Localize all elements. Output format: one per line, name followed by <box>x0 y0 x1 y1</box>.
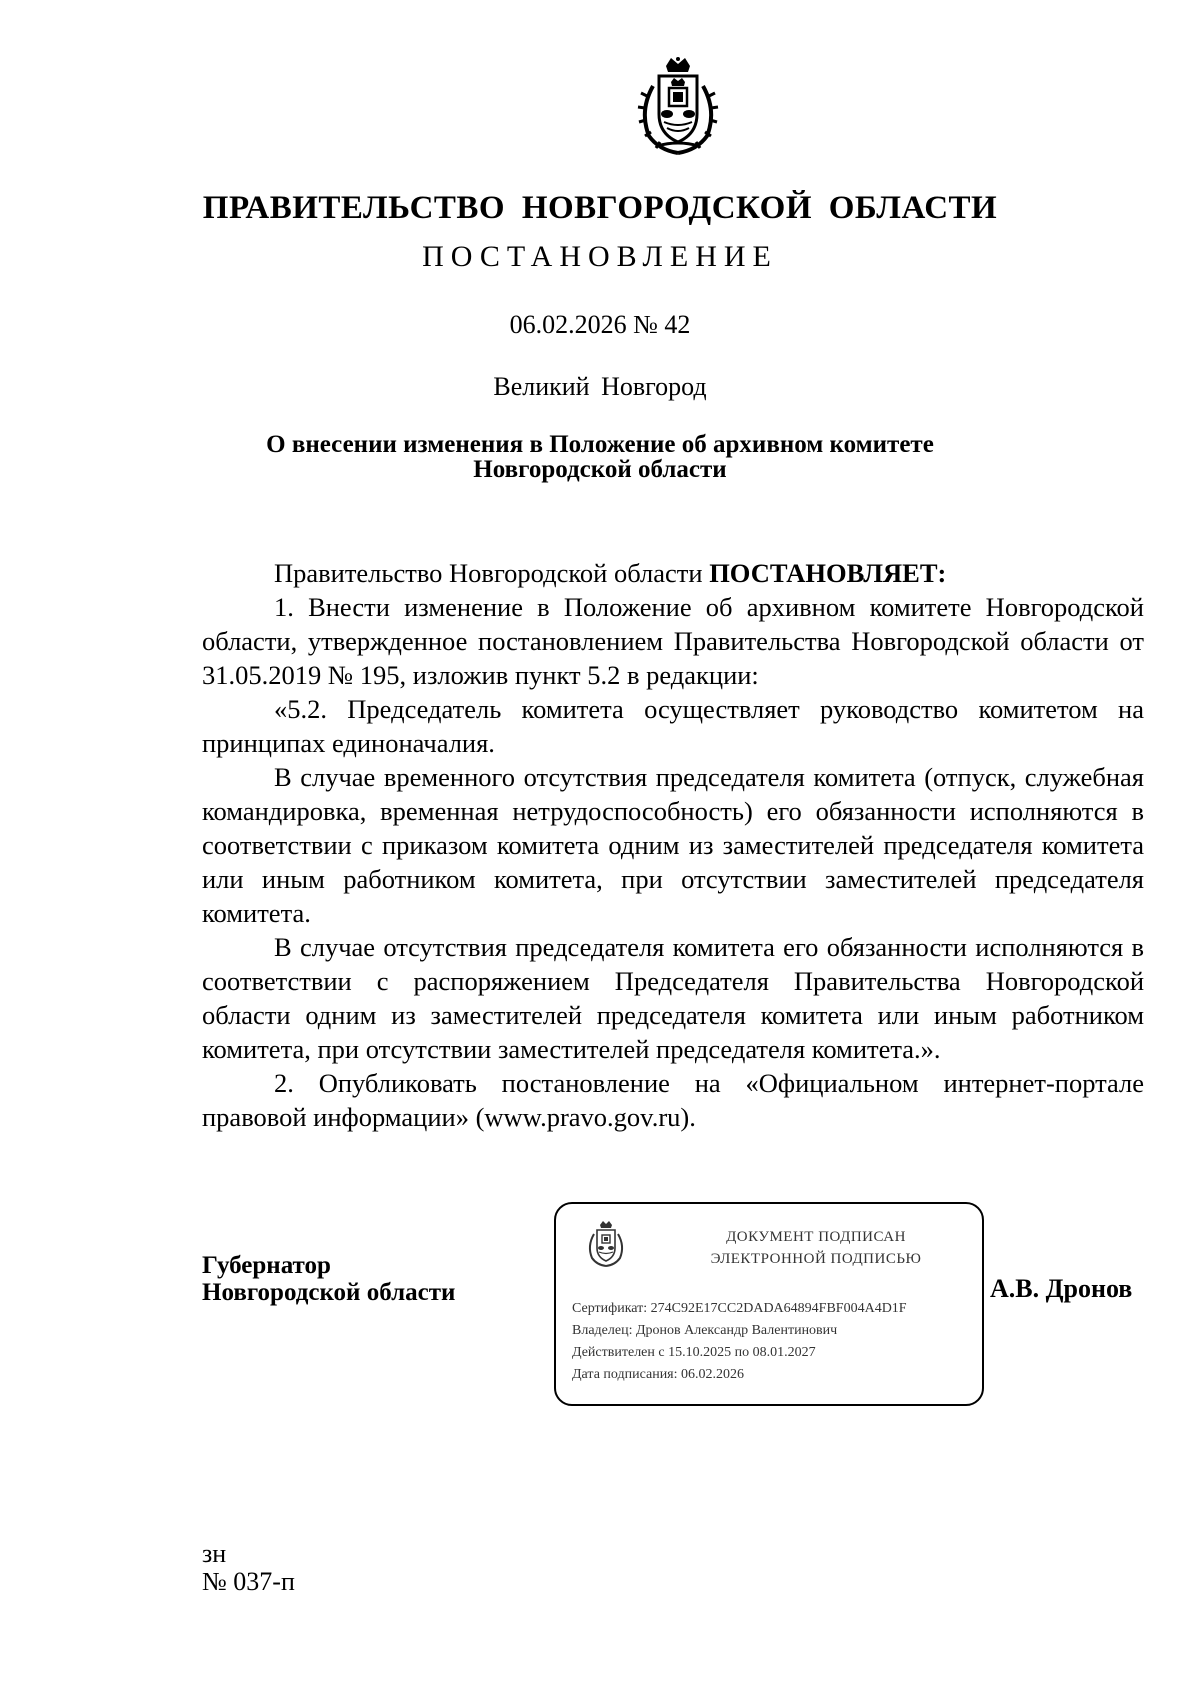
intro-text: Правительство Новгородской области <box>274 558 710 588</box>
paragraph-5: 2. Опубликовать постановление на «Официальном интернет-портале правовой информации» (www.pravo.gov.ru). <box>202 1068 1144 1132</box>
electronic-signature-stamp <box>554 1202 984 1406</box>
paragraph-2: «5.2. Председатель комитета осуществляет руководство комитетом на принципах единоначалия. <box>202 694 1144 758</box>
footnote-number: № 037-п <box>202 1567 295 1596</box>
stamp-validity: Действителен с 15.10.2025 по 08.01.2027 <box>572 1345 816 1360</box>
intro-paragraph <box>202 556 1144 590</box>
signer-title-line-1: Губернатор <box>202 1252 331 1279</box>
signer-title <box>202 1252 455 1306</box>
signer-title-line-2: Новгородской области <box>202 1279 456 1306</box>
stamp-signed-date: Дата подписания: 06.02.2026 <box>572 1367 745 1382</box>
stamp-owner: Владелец: Дронов Александр Валентинович <box>572 1323 838 1338</box>
stamp-certificate: Сертификат: 274C92E17CC2DADA64894FBF004A4D1F <box>572 1301 907 1316</box>
paragraph-4: В случае отсутствия председателя комитета его обязанности исполняются в соответствии с распоряжением Председателя Правительства Новгородской области одним из заместителей председателя комитета или иным работником комитета, при отсутствии заместителей председателя комитета.». <box>202 932 1144 1064</box>
document-date-number: 06.02.2026 № 42 <box>509 310 691 339</box>
paragraph-1: 1. Внести изменение в Положение об архивном комитете Новгородской области, утвержденное постановлением Правительства Новгородской области от 31.05.2019 № 195, изложив пункт 5.2 в редакции: <box>202 592 1144 690</box>
coat-of-arms-emblem <box>631 56 725 156</box>
document-city: Великий Новгород <box>493 372 707 401</box>
paragraph-3: В случае временного отсутствия председателя комитета (отпуск, служебная командировка, временная нетрудоспособность) его обязанности исполняются в соответствии с приказом комитета одним из заместителей председателя комитета или иным работником комитета, при отсутствии заместителей председателя комитета. <box>202 762 1144 928</box>
subject-line-2: Новгородской области <box>473 456 727 483</box>
footnote <box>202 1540 295 1596</box>
government-title: ПРАВИТЕЛЬСТВО НОВГОРОДСКОЙ ОБЛАСТИ <box>202 190 998 226</box>
stamp-emblem-icon <box>584 1220 628 1268</box>
stamp-heading-line-1: ДОКУМЕНТ ПОДПИСАН <box>726 1229 906 1245</box>
footnote-initials: зн <box>202 1539 227 1568</box>
stamp-details <box>572 1298 977 1386</box>
subject-line-1: О внесении изменения в Положение об архивном комитете <box>266 431 934 458</box>
document-type: ПОСТАНОВЛЕНИЕ <box>422 240 778 273</box>
stamp-heading <box>666 1226 966 1270</box>
signer-name: А.В. Дронов <box>990 1274 1133 1303</box>
document-subject <box>200 432 1000 482</box>
stamp-heading-line-2: ЭЛЕКТРОННОЙ ПОДПИСЬЮ <box>710 1251 922 1267</box>
intro-resolves: ПОСТАНОВЛЯЕТ: <box>709 558 947 588</box>
document-body <box>202 556 1144 1134</box>
